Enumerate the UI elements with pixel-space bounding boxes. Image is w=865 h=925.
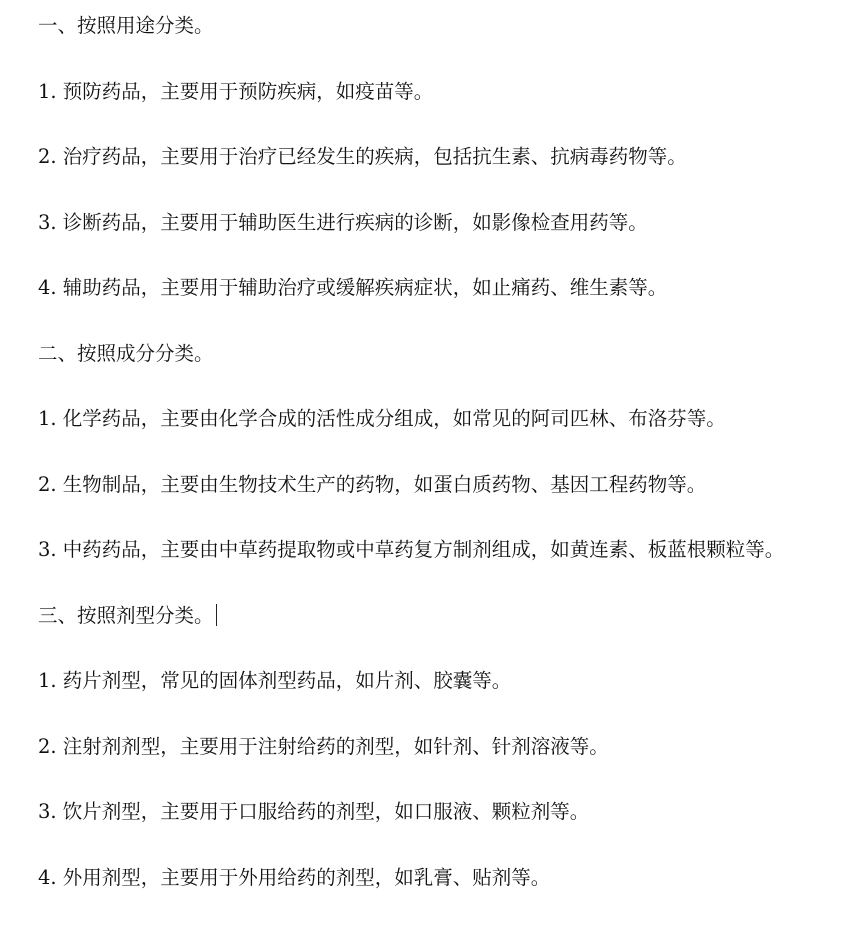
list-item-text: 4. 辅助药品，主要用于辅助治疗或缓解疾病症状，如止痛药、维生素等。 [38,276,667,299]
list-item-text: 1. 药片剂型，常见的固体剂型药品，如片剂、胶囊等。 [38,669,511,692]
list-item [38,205,863,271]
list-item [38,467,863,533]
list-item [38,729,863,795]
list-item-text: 3. 诊断药品，主要用于辅助医生进行疾病的诊断，如影像检查用药等。 [38,211,648,234]
list-item [38,532,863,598]
list-item-text: 4. 外用剂型，主要用于外用给药的剂型，如乳膏、贴剂等。 [38,866,550,889]
list-item-text: 3. 饮片剂型，主要用于口服给药的剂型，如口服液、颗粒剂等。 [38,800,589,823]
section-heading-usage [38,8,863,74]
list-item [38,860,863,925]
list-item [38,794,863,860]
section-heading-dosage-form-text: 三、按照剂型分类。 [38,604,214,627]
text-cursor [216,604,218,626]
list-item-text: 2. 治疗药品，主要用于治疗已经发生的疾病，包括抗生素、抗病毒药物等。 [38,145,687,168]
list-item-text: 2. 注射剂剂型，主要用于注射给药的剂型，如针剂、针剂溶液等。 [38,735,609,758]
list-item-text: 3. 中药药品，主要由中草药提取物或中草药复方制剂组成，如黄连素、板蓝根颗粒等。 [38,538,784,561]
document-body[interactable] [38,8,863,925]
list-item [38,139,863,205]
list-item [38,270,863,336]
list-item-text: 2. 生物制品，主要由生物技术生产的药物，如蛋白质药物、基因工程药物等。 [38,473,706,496]
section-heading-composition [38,336,863,402]
list-item [38,74,863,140]
list-item [38,663,863,729]
section-heading-composition-text: 二、按照成分分类。 [38,342,214,365]
section-heading-dosage-form [38,598,863,664]
list-item [38,401,863,467]
list-item-text: 1. 化学药品，主要由化学合成的活性成分组成，如常见的阿司匹林、布洛芬等。 [38,407,726,430]
section-heading-usage-text: 一、按照用途分类。 [38,14,214,37]
list-item-text: 1. 预防药品，主要用于预防疾病，如疫苗等。 [38,80,433,103]
